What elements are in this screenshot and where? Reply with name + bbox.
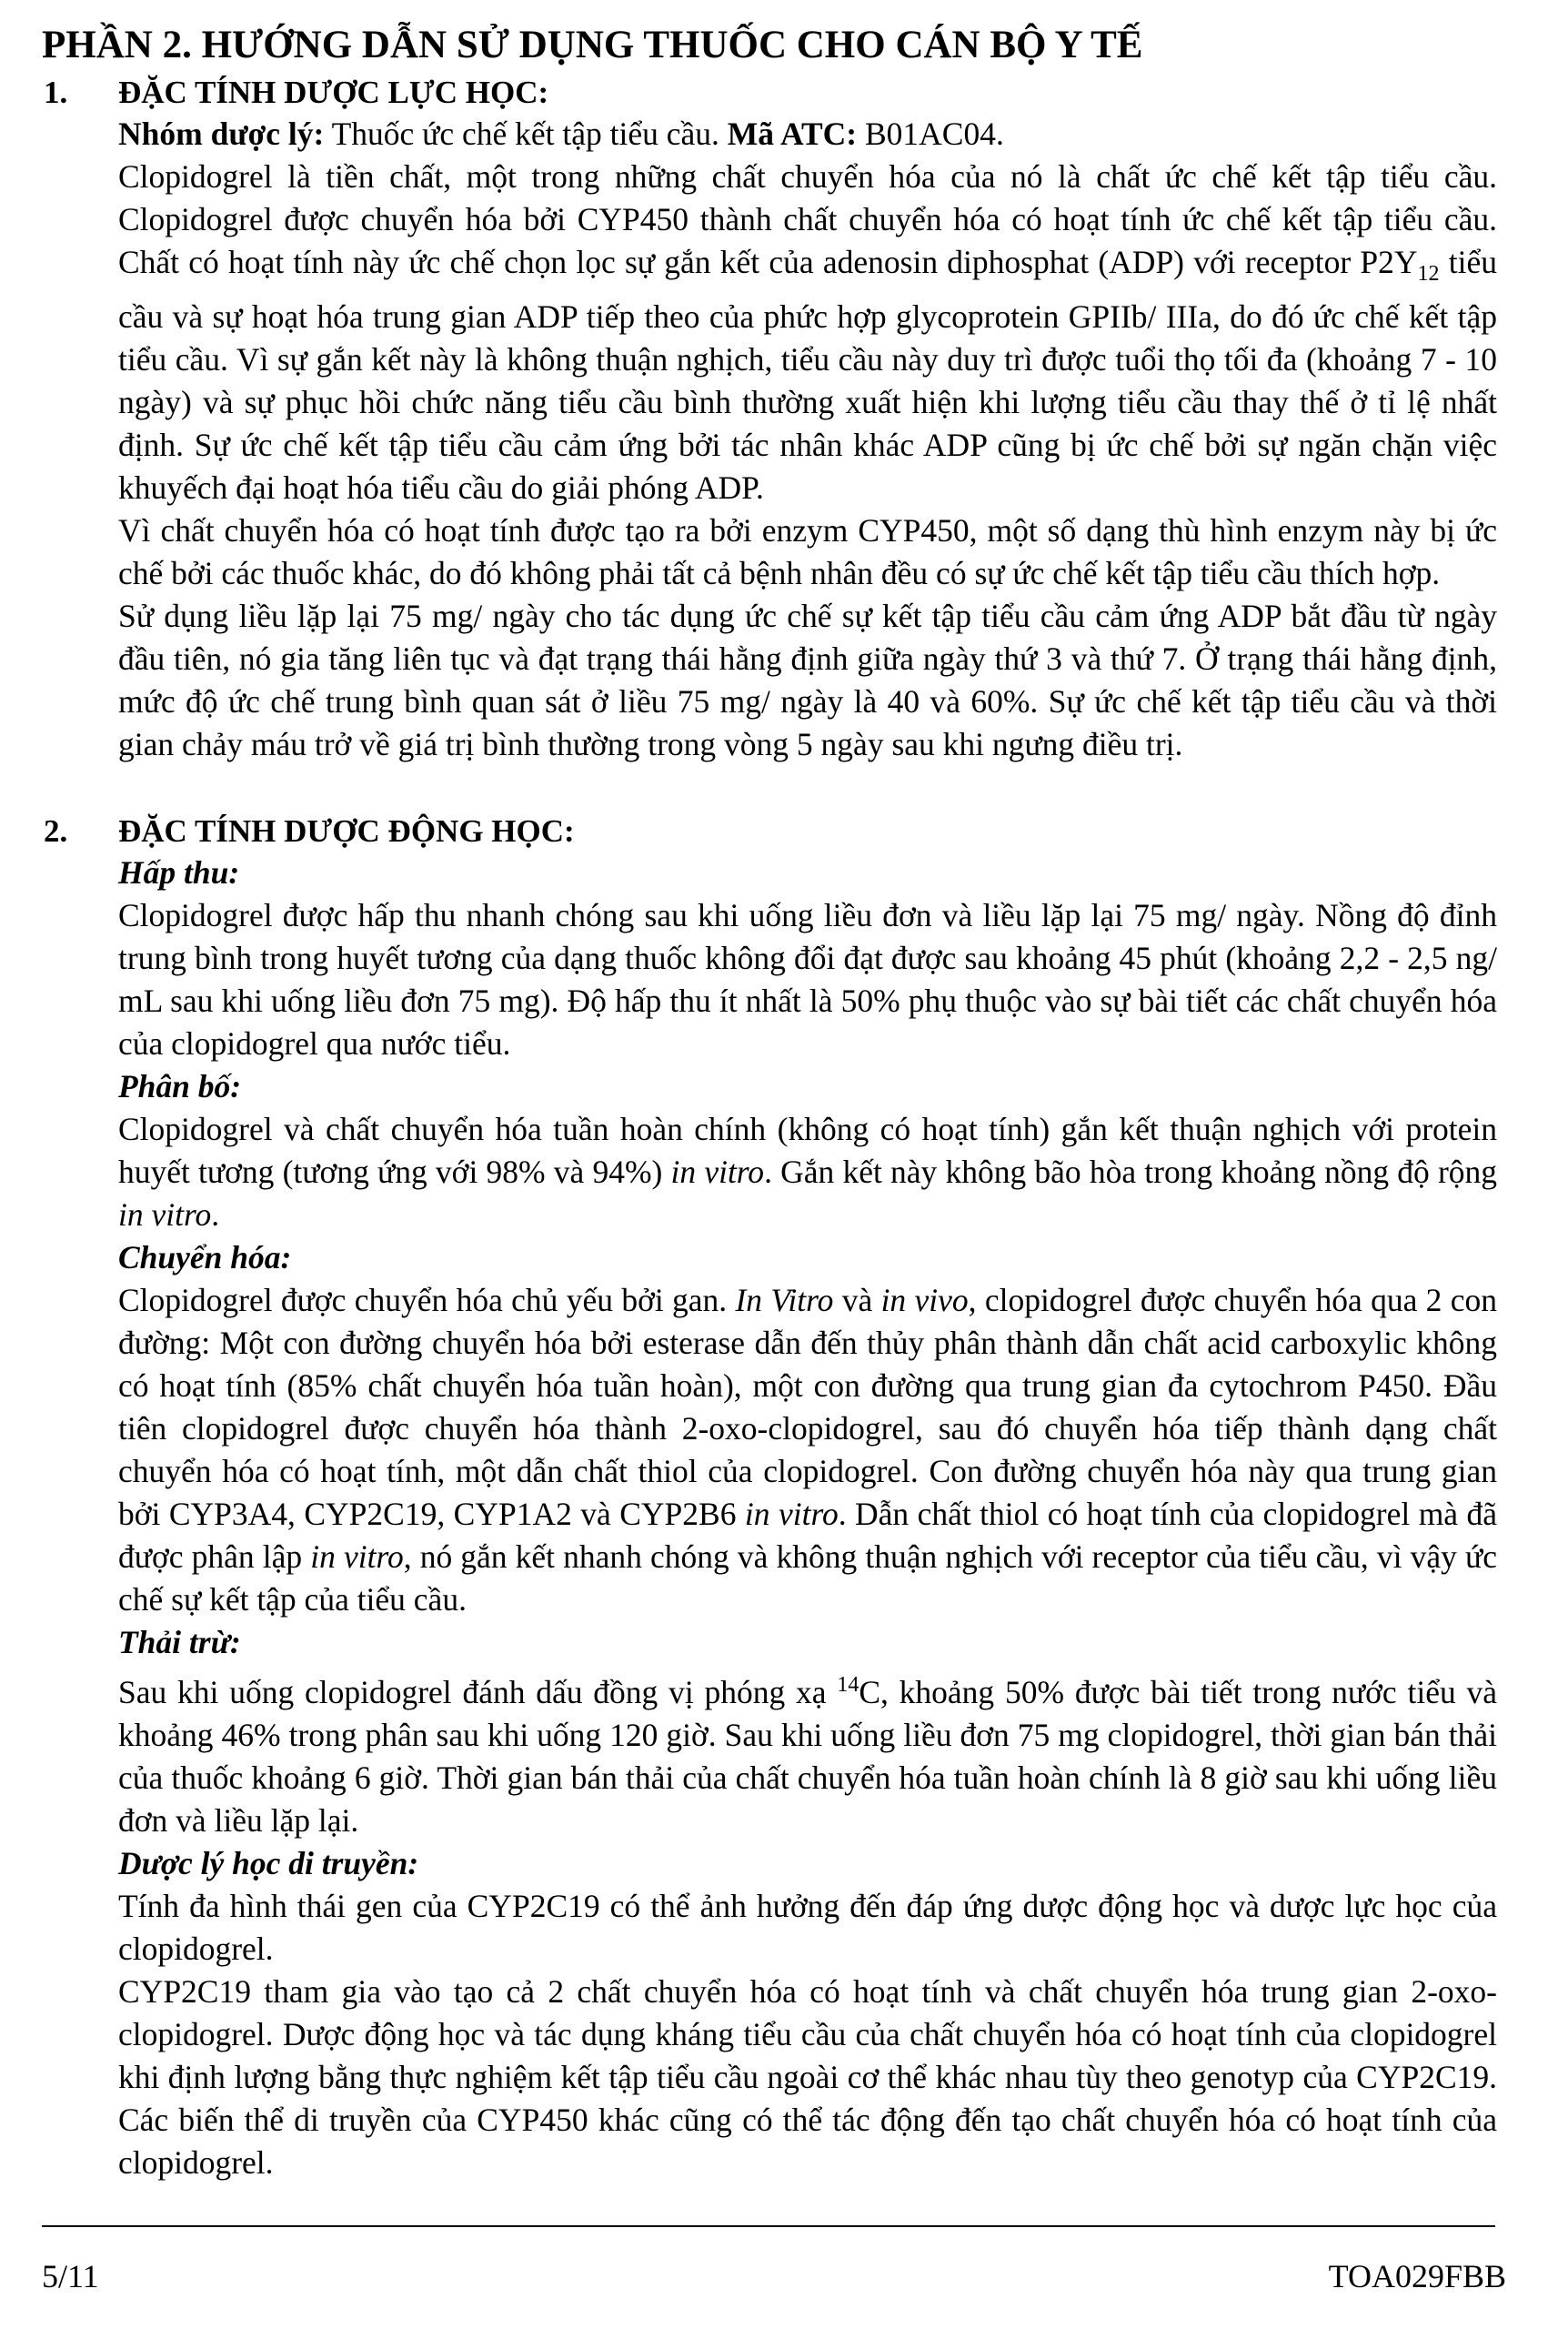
subheading-metabolism: Chuyển hóa:: [118, 1239, 292, 1276]
italic-term: In Vitro: [735, 1282, 834, 1319]
text: C, khoảng 50% được bài tiết trong nước tiểu và khoảng 46% trong phân sau khi uống 120 giờ. Sau khi uống liều đơn 75 mg clopidogrel, thời gian bán thải của thuốc khoảng 6 giờ. Thời gian bán thải của chất chuyển hóa tuần hoàn chính là 8 giờ sau khi uống liều đơn và liều lặp lại.: [118, 1673, 1498, 1839]
text: và: [833, 1282, 881, 1319]
atc-label: Mã ATC:: [727, 116, 858, 152]
italic-term: in vitro: [118, 1196, 212, 1234]
section-number: 2.: [44, 813, 68, 850]
text: . Dẫn chất thiol có hoạt tính của clopidogrel mà đã được phân lập: [118, 1496, 1498, 1576]
section-pharmacodynamics: [42, 73, 1497, 766]
section-number: 1.: [44, 75, 68, 110]
italic-term: in vitro: [670, 1154, 765, 1191]
text: . Gắn kết này không bão hòa trong khoảng nồng độ rộng: [764, 1154, 1498, 1191]
atc-value: B01AC04.: [857, 116, 1004, 152]
paragraph-absorption: Clopidogrel được hấp thu nhanh chóng sau khi uống liều đơn và liều lặp lại 75 mg/ ngày. Nồng độ đỉnh trung bình trong huyết tương của dạng thuốc không đổi đạt được sau khoảng 45 phút (khoảng 2,2 - 2,5 ng/ mL sau khi uống liều đơn 75 mg). Độ hấp thu ít nhất là 50% phụ thuộc vào sự bài tiết các chất chuyển hóa của clopidogrel qua nước tiểu.: [118, 897, 1497, 1063]
subheading-distribution: Phân bố:: [118, 1068, 242, 1105]
pharmacologic-group-line: [118, 113, 1497, 156]
paragraph: Tính đa hình thái gen của CYP2C19 có thể ảnh hưởng đến đáp ứng dược động học và dược lực học của clopidogrel.: [118, 1887, 1497, 1967]
superscript: 14: [837, 1673, 859, 1698]
section-title: ĐẶC TÍNH DƯỢC LỰC HỌC:: [118, 75, 549, 110]
italic-term: in vivo: [880, 1282, 969, 1319]
paragraph-metabolism: [118, 1279, 1497, 1621]
paragraph: [118, 156, 1497, 509]
paragraph: Sử dụng liều lặp lại 75 mg/ ngày cho tác dụng ức chế sự kết tập tiểu cầu cảm ứng ADP bắt đầu từ ngày đầu tiên, nó gia tăng liên tục và đạt trạng thái hằng định giữa ngày thứ 3 và thứ 7. Ở trạng thái hằng định, mức độ ức chế trung bình quan sát ở liều 75 mg/ ngày là 40 và 60%. Sự ức chế kết tập tiểu cầu và thời gian chảy máu trở về giá trị bình thường trong vòng 5 ngày sau khi ngưng điều trị.: [118, 598, 1497, 763]
section-body: [118, 113, 1497, 766]
part-title: PHẦN 2. HƯỚNG DẪN SỬ DỤNG THUỐC CHO CÁN BỘ Y TẾ: [42, 24, 1143, 66]
group-label: Nhóm dược lý:: [118, 116, 325, 152]
paragraph-distribution: [118, 1108, 1497, 1236]
section-heading: [42, 73, 1497, 113]
section-heading: [42, 812, 1497, 852]
paragraph: CYP2C19 tham gia vào tạo cả 2 chất chuyển hóa có hoạt tính và chất chuyển hóa trung gian 2-oxo-clopidogrel. Dược động học và tác dụng kháng tiểu cầu của chất chuyển hóa có hoạt tính của clopidogrel khi định lượng bằng thực nghiệm kết tập tiểu cầu ngoài cơ thể khác nhau tùy theo genotyp của CYP2C19. Các biến thể di truyền của CYP450 khác cũng có thể tác động đến tạo chất chuyển hóa có hoạt tính của clopidogrel.: [118, 1972, 1497, 2181]
section-pharmacokinetics: [42, 812, 1497, 2184]
paragraph-text: tiểu cầu và sự hoạt hóa trung gian ADP tiếp theo của phức hợp glycoprotein GPIIb/ IIIa, do đó ức chế kết tập tiểu cầu. Vì sự gắn kết này là không thuận nghịch, tiểu cầu này duy trì được tuổi thọ tối đa (khoảng 7 - 10 ngày) và sự phục hồi chức năng tiểu cầu bình thường xuất hiện khi lượng tiểu cầu thay thế ở tỉ lệ nhất định. Sự ức chế kết tập tiểu cầu cảm ứng bởi tác nhân khác ADP cũng bị ức chế bởi sự ngăn chặn việc khuyếch đại hoạt hóa tiểu cầu do giải phóng ADP.: [118, 244, 1498, 507]
italic-term: in vitro: [310, 1538, 404, 1576]
page-number: 5/11: [42, 2258, 99, 2294]
paragraph-elimination: [118, 1664, 1497, 1842]
footer-rule: [42, 2225, 1495, 2227]
page-content: [42, 22, 1497, 2184]
text: Clopidogrel được chuyển hóa chủ yếu bởi gan.: [118, 1282, 736, 1319]
text: , clopidogrel được chuyển hóa qua 2 con đường: Một con đường chuyển hóa bởi esterase dẫn đến thủy phân thành dẫn chất acid carboxylic không có hoạt tính (85% chất chuyển hóa tuần hoàn), một con đường qua trung gian đa cytochrom P450. Đầu tiên clopidogrel được chuyển hóa thành 2-oxo-clopidogrel, sau đó chuyển hóa tiếp thành dạng chất chuyển hóa có hoạt tính, một dẫn chất thiol của clopidogrel. Con đường chuyển hóa này qua trung gian bởi CYP3A4, CYP2C19, CYP1A2 và CYP2B6: [118, 1282, 1497, 1533]
text: Clopidogrel và chất chuyển hóa tuần hoàn chính (không có hoạt tính) gắn kết thuận nghịch với protein huyết tương (tương ứng với 98% và 94%): [118, 1111, 1497, 1191]
section-title: ĐẶC TÍNH DƯỢC ĐỘNG HỌC:: [118, 813, 575, 850]
paragraph: Vì chất chuyển hóa có hoạt tính được tạo ra bởi enzym CYP450, một số dạng thù hình enzym này bị ức chế bởi các thuốc khác, do đó không phải tất cả bệnh nhân đều có sự ức chế kết tập tiểu cầu thích hợp.: [118, 512, 1497, 592]
subheading-absorption: Hấp thu:: [118, 854, 240, 892]
document-code: TOA029FBB: [1328, 2258, 1506, 2294]
group-value: Thuốc ức chế kết tập tiểu cầu.: [324, 116, 728, 152]
subheading-pharmacogenetics: Dược lý học di truyền:: [118, 1844, 419, 1881]
section-gap: [42, 766, 1497, 812]
italic-term: in vitro: [744, 1496, 839, 1533]
text: , nó gắn kết nhanh chóng và không thuận nghịch với receptor của tiểu cầu, vì vậy ức chế sự kết tập của tiểu cầu.: [118, 1538, 1497, 1618]
subscript: 12: [1417, 262, 1440, 287]
subheading-elimination: Thải trừ:: [118, 1624, 241, 1661]
text: .: [211, 1196, 220, 1234]
paragraph-text: Clopidogrel là tiền chất, một trong những chất chuyển hóa của nó là chất ức chế kết tập tiểu cầu. Clopidogrel được chuyển hóa bởi CYP450 thành chất chuyển hóa có hoạt tính ức chế kết tập tiểu cầu. Chất có hoạt tính này ức chế chọn lọc sự gắn kết của adenosin diphosphat (ADP) với receptor P2Y: [118, 158, 1497, 280]
text: Sau khi uống clopidogrel đánh dấu đồng vị phóng xạ: [118, 1673, 838, 1710]
section-body: [118, 852, 1497, 2184]
